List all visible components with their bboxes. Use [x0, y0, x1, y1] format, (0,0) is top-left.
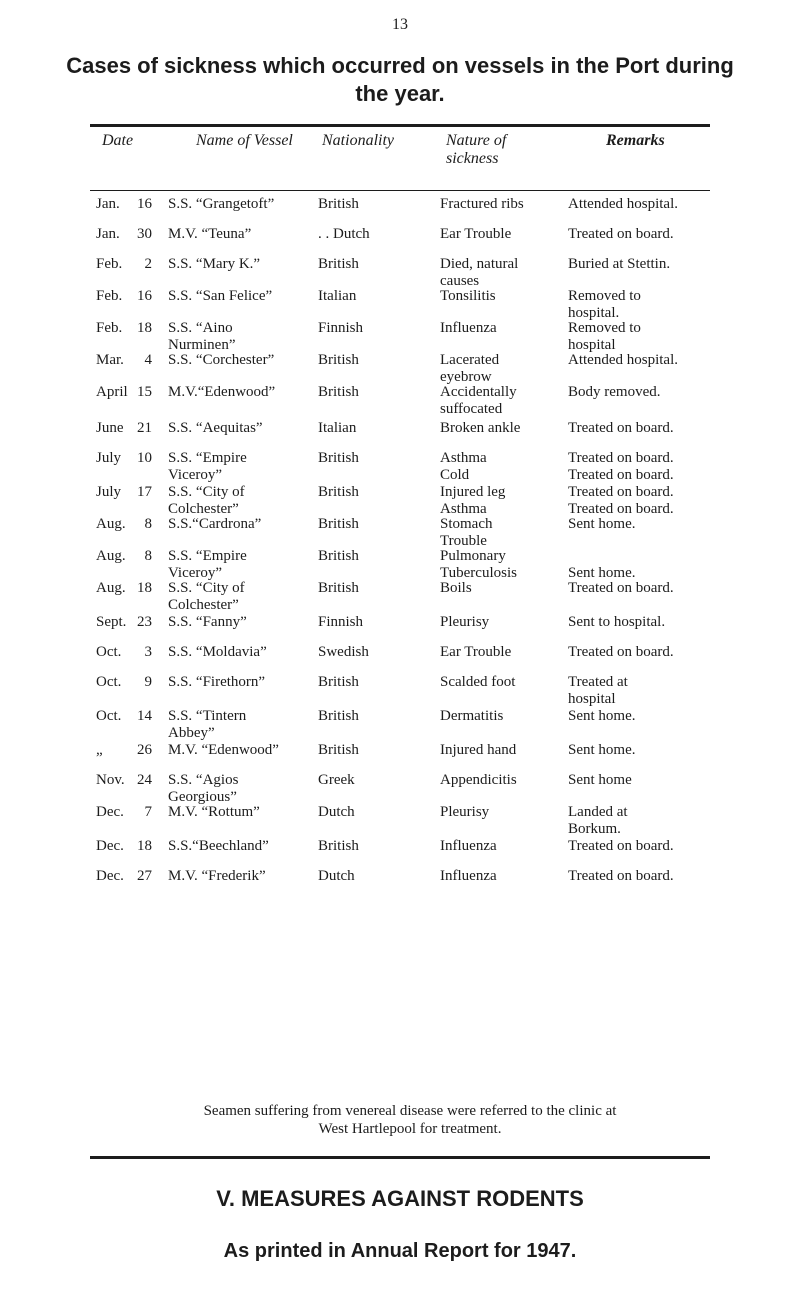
cell-remarks-line: Attended hospital.: [568, 352, 678, 368]
cell-day: 4: [144, 352, 152, 368]
cell-remarks-line: Treated on board.: [568, 644, 674, 660]
cell-day: 3: [144, 644, 152, 660]
cell-remarks-line: hospital.: [568, 305, 620, 321]
cell-nationality: Finnish: [318, 320, 364, 336]
cell-month: April: [96, 384, 128, 400]
cell-vessel: [168, 450, 247, 484]
cell-month: July: [96, 484, 122, 500]
cell-vessel-line: S.S. “Aino: [168, 320, 233, 336]
bottom-rule: [90, 1156, 710, 1159]
cell-nature-line: Trouble: [440, 533, 487, 549]
cell-nature: [440, 868, 497, 885]
cell-nature-line: Influenza: [440, 320, 497, 336]
cell-remarks: [568, 644, 674, 661]
cell-remarks-line: Sent home.: [568, 742, 636, 758]
cell-nature-line: Dermatitis: [440, 708, 504, 724]
cell-nature: [440, 838, 497, 855]
cell-nature: [440, 352, 499, 386]
header-nature: Nature of sickness: [446, 132, 507, 167]
cell-nature: [440, 450, 487, 484]
cell-nature: [440, 644, 511, 661]
cell-remarks: [568, 838, 674, 855]
cell-nationality: British: [318, 580, 359, 596]
cell-vessel: [168, 516, 261, 533]
cell-month: Feb.: [96, 288, 123, 304]
cell-vessel-line: Georgious”: [168, 789, 237, 805]
cell-nature: [440, 804, 489, 821]
section-heading: V. MEASURES AGAINST RODENTS: [216, 1186, 584, 1211]
cell-day: 17: [137, 484, 152, 500]
cell-month: Dec.: [96, 838, 124, 854]
cell-nationality: Dutch: [318, 868, 355, 884]
cell-vessel-line: S.S. “Tintern: [168, 708, 247, 724]
cell-vessel-line: M.V.“Edenwood”: [168, 384, 276, 400]
cell-nature: [440, 674, 515, 691]
cell-remarks-line: Treated on board.: [568, 420, 674, 436]
cell-vessel-line: M.V. “Edenwood”: [168, 742, 279, 758]
cell-nature-line: Ear Trouble: [440, 226, 512, 242]
cell-remarks: [568, 420, 674, 437]
cell-remarks: [568, 772, 632, 789]
cell-nature: [440, 742, 516, 759]
cell-vessel: [168, 674, 265, 691]
cell-nature-line: Injured hand: [440, 742, 517, 758]
cell-nature-line: Asthma: [440, 450, 487, 466]
cell-remarks-line: Treated on board.: [568, 484, 674, 500]
cell-nature-line: Injured leg: [440, 484, 506, 500]
cell-month: Nov.: [96, 772, 125, 788]
cell-vessel-line: S.S. “Firethorn”: [168, 674, 266, 690]
cell-vessel-line: S.S. “Empire: [168, 548, 247, 564]
cell-day: 18: [137, 320, 152, 336]
cell-month: Oct.: [96, 708, 122, 724]
cell-month: Feb.: [96, 320, 123, 336]
cell-vessel: [168, 196, 274, 213]
cell-remarks: [568, 384, 660, 401]
cell-month: Sept.: [96, 614, 127, 630]
cell-vessel-line: S.S. “Mary K.”: [168, 256, 261, 272]
top-rule: [90, 124, 710, 127]
cell-nature: [440, 384, 517, 418]
cell-day: 8: [144, 548, 152, 564]
cell-nature-line: eyebrow: [440, 369, 492, 385]
cell-nature-line: Influenza: [440, 868, 497, 884]
cell-nature-line: Boils: [440, 580, 472, 596]
cell-remarks: [568, 484, 674, 518]
cell-remarks: [568, 450, 674, 484]
cell-remarks-line: Treated on board.: [568, 580, 674, 596]
cell-remarks-line: Sent to hospital.: [568, 614, 666, 630]
cell-nature-line: Stomach: [440, 516, 493, 532]
cell-vessel-line: M.V. “Rottum”: [168, 804, 260, 820]
cell-remarks-line: Removed to: [568, 288, 641, 304]
header-remarks: Remarks: [606, 132, 665, 149]
cell-vessel-line: M.V. “Frederik”: [168, 868, 266, 884]
cell-nature-line: Broken ankle: [440, 420, 521, 436]
cell-nationality: British: [318, 548, 359, 564]
cell-day: 23: [137, 614, 152, 630]
cell-remarks-line: Sent home.: [568, 516, 636, 532]
cell-nature-line: Influenza: [440, 838, 497, 854]
cell-nature-line: Fractured ribs: [440, 196, 524, 212]
cell-vessel-line: S.S. “Moldavia”: [168, 644, 267, 660]
cell-vessel-line: S.S.“Cardrona”: [168, 516, 262, 532]
cell-day: 27: [137, 868, 152, 884]
cell-nationality: Greek: [318, 772, 355, 788]
cell-remarks-line: Treated at: [568, 674, 628, 690]
cell-vessel: [168, 384, 275, 401]
cell-remarks-line: Buried at Stettin.: [568, 256, 671, 272]
cell-month: Oct.: [96, 674, 122, 690]
cell-nature: [440, 288, 496, 305]
cell-nationality: British: [318, 708, 359, 724]
cell-vessel: [168, 484, 245, 518]
cell-remarks: [568, 708, 636, 725]
cell-nature: [440, 772, 517, 789]
cell-nationality: British: [318, 674, 359, 690]
cell-day: 8: [144, 516, 152, 532]
cell-vessel: [168, 614, 247, 631]
cell-vessel-line: S.S. “City of: [168, 580, 245, 596]
page-number: 13: [392, 16, 408, 33]
cell-remarks-line: Treated on board.: [568, 450, 674, 466]
cell-nationality: . . Dutch: [318, 226, 370, 242]
cell-remarks: [568, 580, 674, 597]
cell-month: Mar.: [96, 352, 124, 368]
cell-remarks-line: Body removed.: [568, 384, 661, 400]
cell-nature-line: Died, natural: [440, 256, 519, 272]
cell-nature: [440, 256, 518, 290]
cell-nature-line: Pleurisy: [440, 614, 490, 630]
cell-day: 2: [144, 256, 152, 272]
cell-remarks-line: Borkum.: [568, 821, 621, 837]
cell-day: 10: [137, 450, 152, 466]
cell-nature: [440, 226, 511, 243]
cell-day: 16: [137, 288, 152, 304]
cell-remarks-line: Attended hospital.: [568, 196, 678, 212]
footnote: [100, 1102, 720, 1138]
cell-nature: [440, 580, 472, 597]
cell-nationality: Italian: [318, 288, 357, 304]
cell-remarks-line: Sent home.: [568, 565, 636, 581]
cell-month: Jan.: [96, 226, 120, 242]
cell-remarks-line: Treated on board.: [568, 501, 674, 517]
cell-remarks: [568, 196, 678, 213]
cell-vessel-line: S.S. “Aequitas”: [168, 420, 263, 436]
cell-nationality: Italian: [318, 420, 357, 436]
cell-nature-line: Accidentally: [440, 384, 517, 400]
cell-nationality: Dutch: [318, 804, 355, 820]
cell-vessel-line: Viceroy”: [168, 467, 223, 483]
cell-vessel: [168, 580, 245, 614]
cell-vessel: [168, 226, 251, 243]
title-line-1: Cases of sickness which occurred on vessels in the Port during: [66, 53, 734, 78]
cell-nature-line: Appendicitis: [440, 772, 517, 788]
cell-month: June: [96, 420, 124, 436]
cell-vessel-line: S.S. “Agios: [168, 772, 239, 788]
cell-vessel: [168, 772, 238, 806]
cell-remarks-line: Treated on board.: [568, 838, 674, 854]
cell-month: Dec.: [96, 868, 124, 884]
cell-month: Feb.: [96, 256, 123, 272]
cell-vessel: [168, 548, 247, 582]
cell-nature: [440, 196, 524, 213]
header-nationality: Nationality: [322, 132, 394, 149]
cell-nature-line: Tuberculosis: [440, 565, 517, 581]
cell-nationality: British: [318, 516, 359, 532]
cell-nature-line: Pleurisy: [440, 804, 490, 820]
cell-nationality: British: [318, 450, 359, 466]
cell-month: Aug.: [96, 516, 126, 532]
footnote-line-2: West Hartlepool for treatment.: [318, 1121, 502, 1137]
cell-vessel-line: S.S. “City of: [168, 484, 245, 500]
cell-vessel: [168, 838, 269, 855]
cell-nature-line: suffocated: [440, 401, 503, 417]
cell-nationality: British: [318, 742, 359, 758]
cell-remarks: [568, 674, 628, 708]
cell-month: „: [96, 742, 103, 758]
cell-remarks-line: Sent home.: [568, 708, 636, 724]
cell-nationality: British: [318, 484, 359, 500]
cell-remarks: [568, 548, 636, 582]
cell-nature: [440, 516, 493, 550]
cell-remarks: [568, 804, 628, 838]
cell-vessel: [168, 352, 274, 369]
cell-vessel: [168, 644, 267, 661]
cell-nature-line: Ear Trouble: [440, 644, 512, 660]
cell-nationality: British: [318, 352, 359, 368]
cell-remarks: [568, 352, 678, 369]
cell-nature-line: Scalded foot: [440, 674, 516, 690]
cell-remarks-line: Treated on board.: [568, 467, 674, 483]
header-vessel: Name of Vessel: [196, 132, 293, 149]
cell-remarks-line: hospital: [568, 337, 616, 353]
cell-nationality: Swedish: [318, 644, 369, 660]
cell-vessel-line: S.S. “Fanny”: [168, 614, 247, 630]
cell-day: 18: [137, 580, 152, 596]
cell-nationality: British: [318, 384, 359, 400]
cell-nature: [440, 614, 489, 631]
title-line-2: the year.: [355, 81, 445, 106]
cell-nature-line: causes: [440, 273, 480, 289]
cell-month: Jan.: [96, 196, 120, 212]
cell-remarks-line: Treated on board.: [568, 226, 674, 242]
cell-vessel-line: Abbey”: [168, 725, 215, 741]
cell-nature-line: Cold: [440, 467, 470, 483]
cell-day: 7: [144, 804, 152, 820]
cell-vessel-line: S.S. “San Felice”: [168, 288, 273, 304]
cell-nationality: Finnish: [318, 614, 364, 630]
cell-remarks-line: Removed to: [568, 320, 641, 336]
cell-nationality: British: [318, 256, 359, 272]
cell-remarks: [568, 320, 641, 354]
cell-month: Dec.: [96, 804, 124, 820]
cell-nature: [440, 548, 517, 582]
cell-month: Aug.: [96, 580, 126, 596]
cell-nature-line: Asthma: [440, 501, 487, 517]
printed-note: As printed in Annual Report for 1947.: [223, 1240, 577, 1262]
cell-remarks-line: Sent home: [568, 772, 632, 788]
cell-vessel-line: Nurminen”: [168, 337, 236, 353]
cell-vessel: [168, 420, 263, 437]
cell-vessel: [168, 288, 272, 305]
cell-vessel: [168, 256, 260, 273]
cell-remarks: [568, 516, 636, 533]
cell-remarks-line: hospital: [568, 691, 616, 707]
cell-vessel: [168, 708, 246, 742]
header-date: Date: [102, 132, 134, 149]
cell-remarks: [568, 288, 641, 322]
cell-vessel-line: Viceroy”: [168, 565, 223, 581]
header-rule: [90, 190, 710, 191]
cell-nationality: British: [318, 196, 359, 212]
cell-remarks: [568, 614, 665, 631]
cell-remarks-line: Landed at: [568, 804, 628, 820]
cell-month: Oct.: [96, 644, 122, 660]
cell-vessel-line: S.S. “Corchester”: [168, 352, 275, 368]
page-title: [60, 52, 740, 108]
cell-vessel-line: S.S. “Empire: [168, 450, 247, 466]
cell-vessel-line: S.S.“Beechland”: [168, 838, 269, 854]
cell-remarks: [568, 742, 636, 759]
cell-remarks: [568, 868, 674, 885]
cell-month: Aug.: [96, 548, 126, 564]
cell-day: 26: [137, 742, 152, 758]
cell-day: 21: [137, 420, 152, 436]
cell-remarks: [568, 256, 670, 273]
cell-vessel-line: M.V. “Teuna”: [168, 226, 252, 242]
cell-day: 14: [137, 708, 152, 724]
cell-nature-line: Lacerated: [440, 352, 500, 368]
cell-day: 15: [137, 384, 152, 400]
cell-vessel: [168, 742, 279, 759]
cell-day: 9: [144, 674, 152, 690]
cell-nationality: British: [318, 838, 359, 854]
footnote-line-1: Seamen suffering from venereal disease were referred to the clinic at: [203, 1103, 617, 1119]
cell-remarks: [568, 226, 674, 243]
cell-vessel-line: Colchester”: [168, 501, 239, 517]
cell-day: 30: [137, 226, 152, 242]
cell-day: 18: [137, 838, 152, 854]
cell-nature-line: Pulmonary: [440, 548, 506, 564]
cell-vessel: [168, 320, 235, 354]
cell-remarks-line: Treated on board.: [568, 868, 674, 884]
cell-month: July: [96, 450, 122, 466]
cell-remarks-line: [568, 548, 636, 565]
cell-nature: [440, 320, 497, 337]
cell-nature: [440, 420, 520, 437]
cell-nature: [440, 484, 505, 518]
cell-vessel-line: S.S. “Grangetoft”: [168, 196, 275, 212]
cell-vessel-line: Colchester”: [168, 597, 239, 613]
cell-vessel: [168, 868, 266, 885]
cell-day: 16: [137, 196, 152, 212]
cell-nature: [440, 708, 503, 725]
cell-nature-line: Tonsilitis: [440, 288, 496, 304]
cell-day: 24: [137, 772, 152, 788]
cell-vessel: [168, 804, 260, 821]
